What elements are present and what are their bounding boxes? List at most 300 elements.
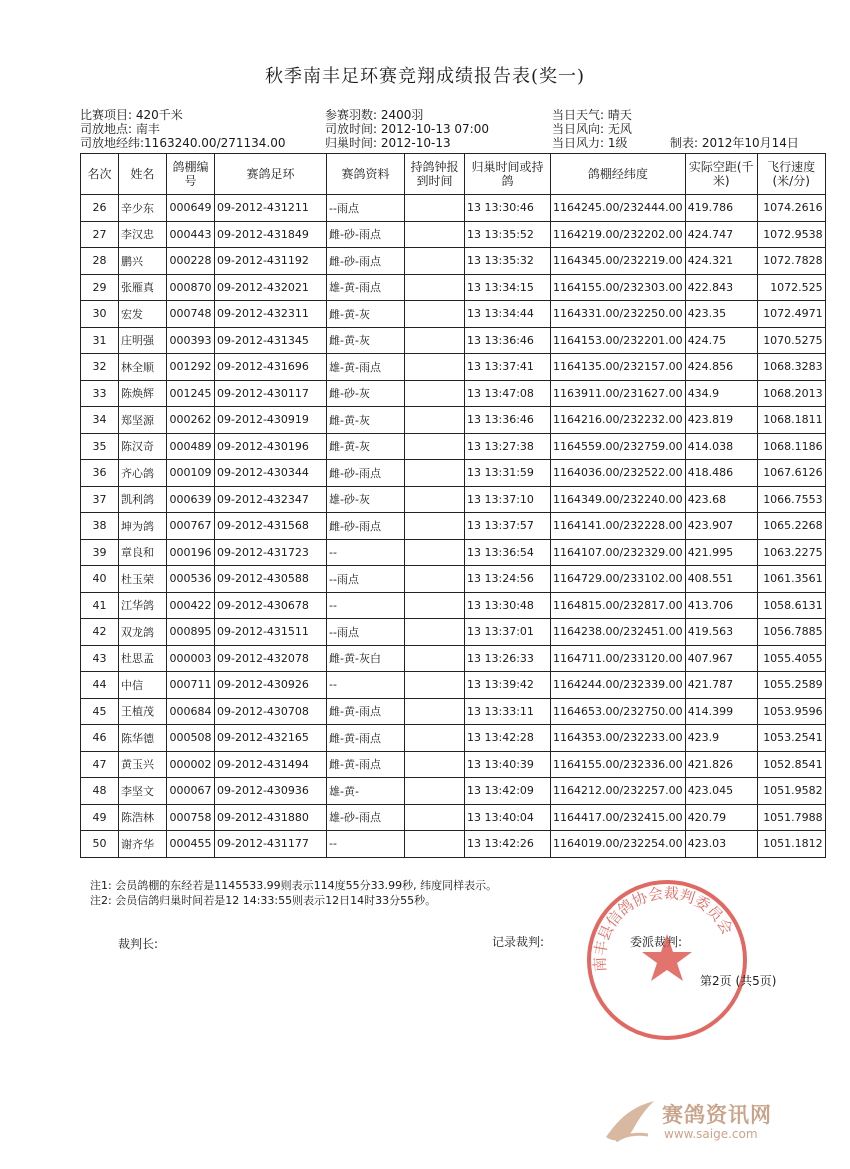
table-row <box>81 566 826 593</box>
table-cell <box>405 725 465 752</box>
table-cell: -- <box>327 592 405 619</box>
table-cell: 雌-砂-雨点 <box>327 248 405 275</box>
table-cell: 13 13:37:41 <box>465 354 551 381</box>
table-cell: 47 <box>81 751 119 778</box>
table-cell: 雌-砂-灰 <box>327 380 405 407</box>
table-cell: 杜思孟 <box>119 645 167 672</box>
table-cell: 王植茂 <box>119 698 167 725</box>
table-cell: 13 13:24:56 <box>465 566 551 593</box>
table-cell: 13 13:40:39 <box>465 751 551 778</box>
table-cell: 雌-砂-雨点 <box>327 513 405 540</box>
notes <box>90 878 497 908</box>
table-cell: 42 <box>81 619 119 646</box>
table-cell <box>405 486 465 513</box>
table-cell <box>405 592 465 619</box>
table-cell: 雄-黄- <box>327 778 405 805</box>
table-cell: 中信 <box>119 672 167 699</box>
table-cell: 414.038 <box>685 433 757 460</box>
table-cell: 000748 <box>167 301 215 328</box>
table-cell: 419.786 <box>685 195 757 222</box>
table-cell: 13 13:36:46 <box>465 327 551 354</box>
table-cell <box>405 751 465 778</box>
table-cell: 1068.3283 <box>757 354 825 381</box>
table-cell: 424.856 <box>685 354 757 381</box>
table-cell <box>405 221 465 248</box>
table-cell: 13 13:30:48 <box>465 592 551 619</box>
table-cell: 1065.2268 <box>757 513 825 540</box>
table-cell: 418.486 <box>685 460 757 487</box>
table-cell: 09-2012-430588 <box>215 566 327 593</box>
table-row <box>81 301 826 328</box>
table-cell: 1164711.00/233120.00 <box>551 645 686 672</box>
table-cell: 434.9 <box>685 380 757 407</box>
table-cell: 雌-黄-灰白 <box>327 645 405 672</box>
table-cell: 000067 <box>167 778 215 805</box>
table-cell: 000109 <box>167 460 215 487</box>
table-cell: 423.819 <box>685 407 757 434</box>
svg-text:南丰县信鸽协会裁判委员会: 南丰县信鸽协会裁判委员会 <box>590 884 737 973</box>
table-cell: 1164245.00/232444.00 <box>551 195 686 222</box>
table-cell: 雌-砂-雨点 <box>327 460 405 487</box>
table-cell: 26 <box>81 195 119 222</box>
table-cell: 1068.1811 <box>757 407 825 434</box>
table-cell: 413.706 <box>685 592 757 619</box>
table-cell: -- <box>327 672 405 699</box>
table-header-row <box>81 154 826 195</box>
table-cell: 000196 <box>167 539 215 566</box>
table-cell: 庄明强 <box>119 327 167 354</box>
release-time: 司放时间: 2012-10-13 07:00 <box>325 122 489 136</box>
table-body <box>81 195 826 858</box>
table-cell: 36 <box>81 460 119 487</box>
table-cell: 雌-砂-雨点 <box>327 221 405 248</box>
table-cell: 雌-黄-灰 <box>327 433 405 460</box>
table-cell: 1067.6126 <box>757 460 825 487</box>
table-cell: 坤为鸽 <box>119 513 167 540</box>
table-cell: --雨点 <box>327 195 405 222</box>
table-cell: 1164219.00/232202.00 <box>551 221 686 248</box>
table-cell: 000443 <box>167 221 215 248</box>
table-cell: 31 <box>81 327 119 354</box>
table-cell: 辛少东 <box>119 195 167 222</box>
table-cell: 雌-黄-雨点 <box>327 725 405 752</box>
table-cell: 雌-黄-灰 <box>327 327 405 354</box>
table-cell: 杜玉荣 <box>119 566 167 593</box>
table-cell: 林全顺 <box>119 354 167 381</box>
table-cell: 张雁真 <box>119 274 167 301</box>
table-cell: --雨点 <box>327 566 405 593</box>
table-cell <box>405 619 465 646</box>
table-cell: 41 <box>81 592 119 619</box>
table-cell: 48 <box>81 778 119 805</box>
table-cell: 000758 <box>167 804 215 831</box>
table-cell <box>405 195 465 222</box>
made-date: 制表: 2012年10月14日 <box>670 136 799 150</box>
table-cell: 39 <box>81 539 119 566</box>
table-cell: 45 <box>81 698 119 725</box>
table-cell: 1052.8541 <box>757 751 825 778</box>
table-cell: 1164155.00/232336.00 <box>551 751 686 778</box>
table-cell: 凯利鸽 <box>119 486 167 513</box>
table-cell: 09-2012-432078 <box>215 645 327 672</box>
table-cell: 001245 <box>167 380 215 407</box>
table-cell: 000639 <box>167 486 215 513</box>
table-cell: 424.75 <box>685 327 757 354</box>
table-row <box>81 619 826 646</box>
note-2: 注2: 会员信鸽归巢时间若是12 14:33:55则表示12日14时33分55秒。 <box>90 894 437 907</box>
table-cell: 1164353.00/232233.00 <box>551 725 686 752</box>
table-cell: 001292 <box>167 354 215 381</box>
table-cell: 1164153.00/232201.00 <box>551 327 686 354</box>
page-title: 秋季南丰足环赛竞翔成绩报告表(奖一) <box>264 66 586 87</box>
table-cell <box>405 539 465 566</box>
table-cell: 000262 <box>167 407 215 434</box>
table-cell: 双龙鸽 <box>119 619 167 646</box>
table-cell: 1055.4055 <box>757 645 825 672</box>
appointed-judge-label: 委派裁判: <box>630 935 683 949</box>
table-cell: 1164238.00/232451.00 <box>551 619 686 646</box>
table-cell: 09-2012-431568 <box>215 513 327 540</box>
table-row <box>81 327 826 354</box>
table-cell: 000393 <box>167 327 215 354</box>
table-cell: 1068.1186 <box>757 433 825 460</box>
table-cell <box>405 380 465 407</box>
table-cell: -- <box>327 539 405 566</box>
table-cell: 09-2012-430708 <box>215 698 327 725</box>
table-cell: 09-2012-431696 <box>215 354 327 381</box>
table-cell: 32 <box>81 354 119 381</box>
table-cell: 422.843 <box>685 274 757 301</box>
table-cell: 09-2012-431211 <box>215 195 327 222</box>
table-cell: 1074.2616 <box>757 195 825 222</box>
release-coords: 司放地经纬:1163240.00/271134.00 <box>80 136 286 150</box>
table-cell: 13 13:37:57 <box>465 513 551 540</box>
table-cell: 13 13:27:38 <box>465 433 551 460</box>
table-cell <box>405 327 465 354</box>
table-row <box>81 460 826 487</box>
table-row <box>81 698 826 725</box>
table-cell: 1072.7828 <box>757 248 825 275</box>
table-cell: 421.787 <box>685 672 757 699</box>
table-row <box>81 380 826 407</box>
table-cell: 1053.9596 <box>757 698 825 725</box>
table-cell: -- <box>327 831 405 858</box>
table-cell: 000711 <box>167 672 215 699</box>
table-cell: 13 13:35:52 <box>465 221 551 248</box>
table-cell: 1063.2275 <box>757 539 825 566</box>
recorder-judge-label: 记录裁判: <box>492 935 545 949</box>
table-cell: 424.747 <box>685 221 757 248</box>
table-cell: 420.79 <box>685 804 757 831</box>
col-header: 归巢时间或持鸽 <box>465 154 551 195</box>
table-cell: 陈浩林 <box>119 804 167 831</box>
table-cell: 000870 <box>167 274 215 301</box>
table-row <box>81 513 826 540</box>
table-cell: 1056.7885 <box>757 619 825 646</box>
table-cell: 1164135.00/232157.00 <box>551 354 686 381</box>
table-row <box>81 539 826 566</box>
table-cell: 1061.3561 <box>757 566 825 593</box>
table-cell: 13 13:39:42 <box>465 672 551 699</box>
table-cell: 1164345.00/232219.00 <box>551 248 686 275</box>
table-cell: 000489 <box>167 433 215 460</box>
table-cell: 1072.525 <box>757 274 825 301</box>
table-cell: 09-2012-430926 <box>215 672 327 699</box>
table-cell: 09-2012-432311 <box>215 301 327 328</box>
table-row <box>81 804 826 831</box>
table-cell: 陈华德 <box>119 725 167 752</box>
col-header: 飞行速度(米/分) <box>757 154 825 195</box>
table-cell: 424.321 <box>685 248 757 275</box>
table-cell: 雄-砂-灰 <box>327 486 405 513</box>
table-cell: 陈汉奇 <box>119 433 167 460</box>
table-cell: 29 <box>81 274 119 301</box>
table-row <box>81 725 826 752</box>
table-row <box>81 221 826 248</box>
col-header: 实际空距(千米) <box>685 154 757 195</box>
table-cell: 雌-黄-雨点 <box>327 698 405 725</box>
table-cell: 黄玉兴 <box>119 751 167 778</box>
chief-judge-label: 裁判长: <box>118 937 159 951</box>
table-cell: 09-2012-432165 <box>215 725 327 752</box>
table-cell: 陈焕辉 <box>119 380 167 407</box>
table-cell: 000508 <box>167 725 215 752</box>
table-cell: 1066.7553 <box>757 486 825 513</box>
release-place: 司放地点: 南丰 <box>80 122 160 136</box>
table-cell: 37 <box>81 486 119 513</box>
table-cell: 000767 <box>167 513 215 540</box>
table-cell: 1164653.00/232750.00 <box>551 698 686 725</box>
table-cell: 1164331.00/232250.00 <box>551 301 686 328</box>
table-cell: 雄-黄-雨点 <box>327 354 405 381</box>
table-cell: 38 <box>81 513 119 540</box>
table-cell: 30 <box>81 301 119 328</box>
col-header: 赛鸽足环 <box>215 154 327 195</box>
table-cell: 13 13:42:09 <box>465 778 551 805</box>
table-cell: 章良和 <box>119 539 167 566</box>
table-cell: 09-2012-430678 <box>215 592 327 619</box>
table-row <box>81 433 826 460</box>
table-cell: 40 <box>81 566 119 593</box>
table-cell: 09-2012-432021 <box>215 274 327 301</box>
table-cell: 46 <box>81 725 119 752</box>
table-row <box>81 831 826 858</box>
table-cell: 1070.5275 <box>757 327 825 354</box>
table-row <box>81 592 826 619</box>
table-cell: 李汉忠 <box>119 221 167 248</box>
table-cell: 1163911.00/231627.00 <box>551 380 686 407</box>
note-1: 注1: 会员鸽棚的东经若是1145533.99则表示114度55分33.99秒, 纬度同样表示。 <box>90 879 498 892</box>
table-row <box>81 195 826 222</box>
col-header: 赛鸽资料 <box>327 154 405 195</box>
table-cell <box>405 672 465 699</box>
table-cell: 13 13:42:28 <box>465 725 551 752</box>
table-cell: 09-2012-430117 <box>215 380 327 407</box>
race-item: 比赛项目: 420千米 <box>80 108 183 122</box>
table-cell: 13 13:35:32 <box>465 248 551 275</box>
table-cell: 雌-黄-灰 <box>327 407 405 434</box>
table-cell: 28 <box>81 248 119 275</box>
table-row <box>81 248 826 275</box>
table-cell: 13 13:34:15 <box>465 274 551 301</box>
table-cell: 1053.2541 <box>757 725 825 752</box>
table-cell: 423.9 <box>685 725 757 752</box>
table-cell: 1055.2589 <box>757 672 825 699</box>
table-cell <box>405 831 465 858</box>
table-cell: 000228 <box>167 248 215 275</box>
table-cell: 13 13:36:54 <box>465 539 551 566</box>
weather: 当日天气: 晴天 <box>552 108 632 122</box>
col-header: 鸽棚编号 <box>167 154 215 195</box>
table-row <box>81 274 826 301</box>
table-cell: 09-2012-430936 <box>215 778 327 805</box>
table-cell: 1164155.00/232303.00 <box>551 274 686 301</box>
table-cell: 423.35 <box>685 301 757 328</box>
table-cell <box>405 274 465 301</box>
return-date: 归巢时间: 2012-10-13 <box>325 136 451 150</box>
table-cell: 000895 <box>167 619 215 646</box>
col-header: 鸽棚经纬度 <box>551 154 686 195</box>
table-cell: 49 <box>81 804 119 831</box>
table-cell: 09-2012-431511 <box>215 619 327 646</box>
table-cell: 09-2012-430196 <box>215 433 327 460</box>
table-cell: 江华鸽 <box>119 592 167 619</box>
table-cell: 408.551 <box>685 566 757 593</box>
table-cell: 1164212.00/232257.00 <box>551 778 686 805</box>
table-cell: 50 <box>81 831 119 858</box>
table-cell: 1164216.00/232232.00 <box>551 407 686 434</box>
table-cell: 09-2012-430344 <box>215 460 327 487</box>
table-cell: 000536 <box>167 566 215 593</box>
table-cell: 09-2012-431494 <box>215 751 327 778</box>
table-cell: 44 <box>81 672 119 699</box>
table-cell <box>405 566 465 593</box>
table-cell: 423.68 <box>685 486 757 513</box>
table-cell: 09-2012-432347 <box>215 486 327 513</box>
table-cell: 1164417.00/232415.00 <box>551 804 686 831</box>
table-cell: 雌-黄-灰 <box>327 301 405 328</box>
wind-direction: 当日风向: 无风 <box>552 122 632 136</box>
table-cell: 1051.1812 <box>757 831 825 858</box>
table-cell: 李坚文 <box>119 778 167 805</box>
table-cell: 13 13:47:08 <box>465 380 551 407</box>
table-cell: 1072.9538 <box>757 221 825 248</box>
table-cell: 雌-黄-雨点 <box>327 751 405 778</box>
table-cell: 421.826 <box>685 751 757 778</box>
table-cell <box>405 778 465 805</box>
table-cell: 27 <box>81 221 119 248</box>
table-cell: 13 13:31:59 <box>465 460 551 487</box>
table-cell <box>405 301 465 328</box>
watermark <box>602 1097 817 1152</box>
table-row <box>81 354 826 381</box>
table-cell <box>405 804 465 831</box>
table-cell: 09-2012-431849 <box>215 221 327 248</box>
table-cell: 33 <box>81 380 119 407</box>
table-cell: 1051.7988 <box>757 804 825 831</box>
watermark-url: www.saige.com <box>664 1127 758 1141</box>
table-cell: 13 13:26:33 <box>465 645 551 672</box>
table-row <box>81 486 826 513</box>
table-cell: 423.907 <box>685 513 757 540</box>
table-cell: 雄-砂-雨点 <box>327 804 405 831</box>
table-cell: 郑坚源 <box>119 407 167 434</box>
page-number: 第2页 (共5页) <box>700 974 777 988</box>
table-row <box>81 672 826 699</box>
table-cell: 13 13:36:46 <box>465 407 551 434</box>
table-cell: 09-2012-431345 <box>215 327 327 354</box>
col-header: 持鸽钟报到时间 <box>405 154 465 195</box>
table-cell <box>405 248 465 275</box>
table-cell <box>405 433 465 460</box>
table-cell: 423.03 <box>685 831 757 858</box>
table-cell: 谢齐华 <box>119 831 167 858</box>
table-cell: 宏发 <box>119 301 167 328</box>
table-cell: 鹏兴 <box>119 248 167 275</box>
table-cell: 齐心鸽 <box>119 460 167 487</box>
table-cell: 13 13:30:46 <box>465 195 551 222</box>
pigeon-logo-icon <box>602 1097 660 1147</box>
table-cell <box>405 354 465 381</box>
table-cell: 000684 <box>167 698 215 725</box>
table-cell: 414.399 <box>685 698 757 725</box>
table-cell: 1072.4971 <box>757 301 825 328</box>
table-cell <box>405 460 465 487</box>
table-cell: 000455 <box>167 831 215 858</box>
table-cell: 423.045 <box>685 778 757 805</box>
table-cell: 1164815.00/232817.00 <box>551 592 686 619</box>
table-cell: 1068.2013 <box>757 380 825 407</box>
official-seal-stamp <box>583 876 751 1044</box>
table-cell <box>405 645 465 672</box>
table-cell: 000002 <box>167 751 215 778</box>
table-cell: 13 13:37:10 <box>465 486 551 513</box>
table-row <box>81 645 826 672</box>
table-row <box>81 778 826 805</box>
table-cell: 1164107.00/232329.00 <box>551 539 686 566</box>
table-cell: 1164141.00/232228.00 <box>551 513 686 540</box>
col-header: 姓名 <box>119 154 167 195</box>
wind-force: 当日风力: 1级 <box>552 136 628 150</box>
table-cell: 000649 <box>167 195 215 222</box>
table-row <box>81 751 826 778</box>
table-cell: 1164729.00/233102.00 <box>551 566 686 593</box>
table-cell: 1164559.00/232759.00 <box>551 433 686 460</box>
entries-count: 参赛羽数: 2400羽 <box>325 108 424 122</box>
table-cell: 421.995 <box>685 539 757 566</box>
table-cell: 1051.9582 <box>757 778 825 805</box>
table-cell: 雄-黄-雨点 <box>327 274 405 301</box>
table-cell: 419.563 <box>685 619 757 646</box>
table-cell: 09-2012-431177 <box>215 831 327 858</box>
watermark-text: 赛鸽资讯网 <box>662 1103 772 1127</box>
table-cell: 1164019.00/232254.00 <box>551 831 686 858</box>
table-cell: 09-2012-431192 <box>215 248 327 275</box>
table-cell: 35 <box>81 433 119 460</box>
results-table <box>80 153 826 858</box>
table-cell: 13 13:34:44 <box>465 301 551 328</box>
table-row <box>81 407 826 434</box>
table-cell: 13 13:37:01 <box>465 619 551 646</box>
col-header: 名次 <box>81 154 119 195</box>
table-cell: 1058.6131 <box>757 592 825 619</box>
table-cell: 1164349.00/232240.00 <box>551 486 686 513</box>
table-cell: --雨点 <box>327 619 405 646</box>
table-cell: 1164244.00/232339.00 <box>551 672 686 699</box>
table-cell: 34 <box>81 407 119 434</box>
table-cell: 000003 <box>167 645 215 672</box>
table-cell: 1164036.00/232522.00 <box>551 460 686 487</box>
